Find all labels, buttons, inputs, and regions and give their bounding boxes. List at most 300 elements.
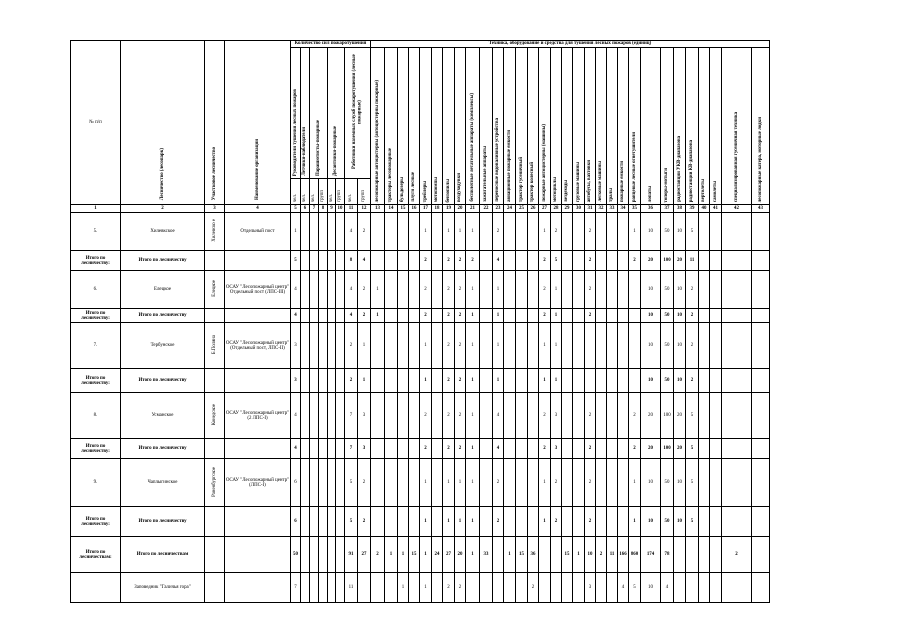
cell-col-27 — [539, 537, 551, 573]
cell-num — [71, 573, 121, 603]
cell-col-39: 5 — [686, 459, 699, 507]
cell-col-21: 1 — [466, 507, 480, 537]
cell-col-13 — [371, 573, 385, 603]
cell-col-21: 1 — [466, 309, 480, 323]
cell-col-9 — [328, 393, 336, 439]
cell-col-10 — [336, 271, 345, 309]
cell-col-30 — [573, 393, 585, 439]
cell-col-26 — [528, 251, 539, 271]
cell-col-17: 1 — [420, 213, 432, 251]
header-equipment-24: топоры-мотыги — [661, 48, 674, 205]
cell-col-30 — [573, 459, 585, 507]
header-unit: чел. — [328, 179, 336, 205]
column-number: 37 — [661, 205, 674, 213]
cell-col-10 — [336, 213, 345, 251]
cell-col-15: 1 — [398, 573, 409, 603]
cell-col-40 — [699, 323, 710, 369]
total-row — [71, 369, 770, 393]
cell-col-33 — [607, 459, 618, 507]
cell-col-16 — [409, 309, 420, 323]
cell-col-42 — [722, 271, 752, 309]
cell-col-37: 100 — [661, 251, 674, 271]
cell-col-39: 2 — [686, 271, 699, 309]
cell-col-6 — [301, 271, 310, 309]
cell-col-20: 2 — [455, 323, 466, 369]
cell-col-5: 1 — [291, 213, 301, 251]
cell-col-22 — [480, 309, 493, 323]
cell-col-35: 1 — [629, 507, 641, 537]
cell-col-21: 1 — [466, 213, 480, 251]
column-number: 36 — [641, 205, 661, 213]
cell-col-34 — [618, 459, 629, 507]
cell-num: Итого по лесничеству: — [71, 369, 121, 393]
column-number: 14 — [385, 205, 398, 213]
cell-col-13 — [371, 369, 385, 393]
cell-col-8 — [319, 251, 328, 271]
cell-col-31: 2 — [585, 459, 596, 507]
cell-col-10 — [336, 537, 345, 573]
cell-col-36: 20 — [641, 439, 661, 459]
cell-col-38 — [674, 537, 686, 573]
header-force-4: Работники наземных служб пожаротушения (лесные пожарные) — [345, 48, 371, 179]
cell-col-19: 2 — [443, 439, 455, 459]
cell-col-26: 36 — [528, 537, 539, 573]
cell-col-6 — [301, 537, 310, 573]
header-equipment-27: вертолеты — [699, 48, 710, 205]
cell-col-38: 10 — [674, 459, 686, 507]
cell-col-9 — [328, 537, 336, 573]
table-header — [71, 41, 770, 213]
cell-col-24 — [504, 459, 516, 507]
cell-col-18 — [432, 251, 443, 271]
cell-col-23: 2 — [493, 507, 504, 537]
cell-col-12: 1 — [358, 323, 371, 369]
cell-col-15 — [398, 251, 409, 271]
header-equipment-13: трактор колесный — [528, 48, 539, 205]
column-number: 9 — [328, 205, 336, 213]
cell-col-25 — [516, 251, 528, 271]
cell-col-12: 2 — [358, 459, 371, 507]
cell-col-20: 2 — [455, 439, 466, 459]
cell-col-28: 2 — [551, 459, 562, 507]
cell-col-37: 50 — [661, 507, 674, 537]
cell-col-31: 3 — [585, 573, 596, 603]
cell-col-38: 10 — [674, 369, 686, 393]
cell-col-9 — [328, 271, 336, 309]
cell-col-34 — [618, 213, 629, 251]
cell-col-43 — [752, 251, 770, 271]
cell-col-9 — [328, 213, 336, 251]
cell-col-26 — [528, 369, 539, 393]
header-organization: Наименование организации — [225, 41, 291, 205]
cell-col-24 — [504, 507, 516, 537]
cell-col-25 — [516, 459, 528, 507]
cell-col-26 — [528, 439, 539, 459]
cell-col-22 — [480, 213, 493, 251]
cell-col-14 — [385, 213, 398, 251]
cell-col-18 — [432, 271, 443, 309]
cell-col-36: 20 — [641, 393, 661, 439]
cell-organization — [225, 369, 291, 393]
cell-col-35: 2 — [629, 251, 641, 271]
cell-col-27: 2 — [539, 439, 551, 459]
cell-col-11: 91 — [345, 537, 358, 573]
cell-forestry: Заповедник "Галичья гора" — [121, 573, 205, 603]
cell-col-14: 1 — [385, 537, 398, 573]
cell-col-32 — [596, 393, 607, 439]
cell-col-5: 3 — [291, 323, 301, 369]
cell-col-17: 1 — [420, 369, 432, 393]
cell-col-33 — [607, 271, 618, 309]
cell-organization — [225, 537, 291, 573]
cell-col-5: 3 — [291, 369, 301, 393]
cell-col-27: 2 — [539, 309, 551, 323]
cell-col-33 — [607, 323, 618, 369]
cell-col-42 — [722, 393, 752, 439]
cell-col-13 — [371, 439, 385, 459]
cell-col-33 — [607, 439, 618, 459]
cell-col-26 — [528, 393, 539, 439]
column-number: 16 — [409, 205, 420, 213]
cell-col-7 — [310, 369, 319, 393]
cell-col-34 — [618, 323, 629, 369]
cell-col-34: 4 — [618, 573, 629, 603]
cell-col-25 — [516, 393, 528, 439]
cell-col-23: 4 — [493, 393, 504, 439]
cell-col-12: 2 — [358, 507, 371, 537]
column-number: 3 — [205, 205, 225, 213]
column-number: 10 — [336, 205, 345, 213]
cell-col-15 — [398, 271, 409, 309]
cell-col-39: 2 — [686, 323, 699, 369]
cell-col-19: 2 — [443, 573, 455, 603]
cell-col-43 — [752, 369, 770, 393]
cell-col-20: 2 — [455, 309, 466, 323]
cell-col-21: 1 — [466, 459, 480, 507]
cell-forestry: Итого по лесничеству — [121, 507, 205, 537]
cell-col-42 — [722, 439, 752, 459]
cell-col-17: 1 — [420, 537, 432, 573]
cell-district: Б.Поляна — [205, 323, 225, 369]
cell-num: 9. — [71, 459, 121, 507]
header-equipment-28: самолеты — [710, 48, 722, 205]
cell-col-43 — [752, 309, 770, 323]
cell-col-34 — [618, 439, 629, 459]
cell-col-28: 5 — [551, 251, 562, 271]
cell-col-37: 50 — [661, 323, 674, 369]
cell-col-7 — [310, 323, 319, 369]
cell-col-15 — [398, 323, 409, 369]
cell-col-26 — [528, 507, 539, 537]
cell-col-16 — [409, 439, 420, 459]
header-district: Участковое лесничество — [205, 41, 225, 205]
cell-col-31: 2 — [585, 213, 596, 251]
column-number: 30 — [573, 205, 585, 213]
cell-col-29 — [562, 459, 573, 507]
cell-forestry: Итого по лесничеству — [121, 439, 205, 459]
cell-col-35 — [629, 369, 641, 393]
cell-col-22 — [480, 573, 493, 603]
cell-col-9 — [328, 323, 336, 369]
header-equipment-22: ранцевые лесные огнетушители — [629, 48, 641, 205]
cell-col-5: 5 — [291, 251, 301, 271]
cell-col-6 — [301, 309, 310, 323]
cell-organization: Отдельный пост — [225, 213, 291, 251]
cell-col-43 — [752, 573, 770, 603]
cell-col-22: 33 — [480, 537, 493, 573]
cell-col-38: 20 — [674, 439, 686, 459]
cell-col-13 — [371, 393, 385, 439]
column-number: 24 — [504, 205, 516, 213]
cell-col-43 — [752, 459, 770, 507]
cell-col-32 — [596, 507, 607, 537]
cell-col-27: 2 — [539, 393, 551, 439]
column-number: 13 — [371, 205, 385, 213]
cell-col-37: 78 — [661, 537, 674, 573]
cell-col-27: 1 — [539, 459, 551, 507]
cell-col-8 — [319, 323, 328, 369]
column-number: 17 — [420, 205, 432, 213]
cell-col-27: 1 — [539, 323, 551, 369]
cell-col-28: 1 — [551, 271, 562, 309]
header-equipment-19: легковые машины — [596, 48, 607, 205]
header-equipment-25: радиостанции УКВ-диапазона — [674, 48, 686, 205]
cell-col-34 — [618, 393, 629, 439]
total-row — [71, 537, 770, 573]
cell-col-41 — [710, 459, 722, 507]
column-number: 34 — [618, 205, 629, 213]
cell-col-8 — [319, 393, 328, 439]
cell-col-25 — [516, 573, 528, 603]
cell-col-7 — [310, 393, 319, 439]
cell-col-30 — [573, 507, 585, 537]
cell-col-8 — [319, 271, 328, 309]
cell-forestry: Елецкое — [121, 271, 205, 309]
cell-col-25 — [516, 271, 528, 309]
cell-col-31: 2 — [585, 393, 596, 439]
cell-col-18 — [432, 573, 443, 603]
cell-col-34 — [618, 507, 629, 537]
cell-col-40 — [699, 537, 710, 573]
cell-col-31: 2 — [585, 439, 596, 459]
cell-col-12: 1 — [358, 369, 371, 393]
cell-col-32 — [596, 573, 607, 603]
table-body — [71, 213, 770, 603]
cell-col-10 — [336, 459, 345, 507]
cell-col-14 — [385, 323, 398, 369]
cell-forestry: Итого по лесничествам — [121, 537, 205, 573]
cell-col-21: 1 — [466, 439, 480, 459]
cell-col-32 — [596, 439, 607, 459]
cell-col-13: 1 — [371, 271, 385, 309]
cell-col-38: 20 — [674, 251, 686, 271]
column-number: 8 — [319, 205, 328, 213]
cell-col-24 — [504, 323, 516, 369]
cell-col-39: 2 — [686, 309, 699, 323]
cell-col-43 — [752, 507, 770, 537]
cell-organization — [225, 573, 291, 603]
cell-col-15 — [398, 507, 409, 537]
cell-col-30 — [573, 251, 585, 271]
cell-col-41 — [710, 309, 722, 323]
cell-col-24 — [504, 439, 516, 459]
cell-col-19: 2 — [443, 271, 455, 309]
total-row — [71, 507, 770, 537]
cell-col-35 — [629, 323, 641, 369]
cell-district: Хилевско е — [205, 213, 225, 251]
cell-col-15 — [398, 439, 409, 459]
header-force-0: Руководители тушения лесных пожаров — [291, 48, 301, 179]
cell-organization: ОСАУ "Лесопожарный центр" (2 ЛПС-I) — [225, 393, 291, 439]
cell-col-7 — [310, 271, 319, 309]
column-number: 26 — [528, 205, 539, 213]
cell-col-20: 2 — [455, 271, 466, 309]
header-force-3: Десантники-пожарные — [328, 48, 345, 179]
cell-col-16 — [409, 213, 420, 251]
cell-col-21: 2 — [466, 251, 480, 271]
cell-col-27: 1 — [539, 507, 551, 537]
cell-col-36: 10 — [641, 507, 661, 537]
header-equipment-26: радиостанции КВ-диапазона — [686, 48, 699, 205]
cell-col-9 — [328, 439, 336, 459]
cell-col-19: 2 — [443, 251, 455, 271]
cell-col-18 — [432, 309, 443, 323]
cell-col-24 — [504, 309, 516, 323]
cell-district: Раненбургское — [205, 459, 225, 507]
cell-col-35 — [629, 271, 641, 309]
cell-col-32 — [596, 309, 607, 323]
cell-col-34 — [618, 369, 629, 393]
cell-col-26 — [528, 309, 539, 323]
cell-col-43 — [752, 271, 770, 309]
cell-organization — [225, 507, 291, 537]
cell-col-10 — [336, 507, 345, 537]
cell-col-33 — [607, 369, 618, 393]
cell-col-8 — [319, 573, 328, 603]
cell-col-8 — [319, 537, 328, 573]
cell-col-43 — [752, 323, 770, 369]
cell-col-14 — [385, 573, 398, 603]
cell-col-8 — [319, 507, 328, 537]
cell-col-29 — [562, 309, 573, 323]
cell-col-5: 4 — [291, 309, 301, 323]
cell-col-9 — [328, 309, 336, 323]
cell-col-16 — [409, 393, 420, 439]
cell-col-22 — [480, 251, 493, 271]
cell-col-16 — [409, 271, 420, 309]
cell-col-9 — [328, 459, 336, 507]
cell-col-36: 10 — [641, 459, 661, 507]
cell-num: Итого по лесничеству: — [71, 309, 121, 323]
cell-col-19: 1 — [443, 213, 455, 251]
cell-col-29 — [562, 213, 573, 251]
column-number: 12 — [358, 205, 371, 213]
cell-col-28 — [551, 573, 562, 603]
cell-district — [205, 439, 225, 459]
cell-col-11: 4 — [345, 213, 358, 251]
column-number: 41 — [710, 205, 722, 213]
cell-col-34 — [618, 271, 629, 309]
cell-col-15 — [398, 309, 409, 323]
cell-col-33 — [607, 251, 618, 271]
cell-col-14 — [385, 439, 398, 459]
cell-col-6 — [301, 323, 310, 369]
cell-col-29 — [562, 439, 573, 459]
column-number: 43 — [752, 205, 770, 213]
cell-col-40 — [699, 213, 710, 251]
cell-col-7 — [310, 459, 319, 507]
header-unit: чел. — [301, 179, 310, 205]
cell-col-39 — [686, 537, 699, 573]
cell-col-21 — [466, 573, 480, 603]
cell-col-13 — [371, 251, 385, 271]
cell-organization: ОСАУ "Лесопожарный центр" Отдельный пост (ЛПС-III) — [225, 271, 291, 309]
table-row — [71, 213, 770, 251]
cell-col-42 — [722, 507, 752, 537]
cell-col-39: 5 — [686, 393, 699, 439]
cell-col-8 — [319, 213, 328, 251]
cell-col-38: 10 — [674, 507, 686, 537]
column-number: 18 — [432, 205, 443, 213]
cell-district — [205, 507, 225, 537]
forest-fire-resources-table — [70, 40, 770, 603]
cell-col-26: 2 — [528, 573, 539, 603]
cell-col-9 — [328, 369, 336, 393]
cell-col-20: 2 — [455, 251, 466, 271]
total-row — [71, 251, 770, 271]
cell-col-29 — [562, 271, 573, 309]
cell-col-32: 2 — [596, 537, 607, 573]
cell-col-28: 1 — [551, 369, 562, 393]
cell-col-37: 50 — [661, 369, 674, 393]
cell-col-15 — [398, 393, 409, 439]
cell-col-24: 1 — [504, 537, 516, 573]
cell-col-22 — [480, 369, 493, 393]
cell-district — [205, 369, 225, 393]
cell-col-29 — [562, 251, 573, 271]
cell-col-12: 3 — [358, 393, 371, 439]
cell-col-32 — [596, 251, 607, 271]
cell-col-30 — [573, 369, 585, 393]
cell-col-30 — [573, 323, 585, 369]
cell-col-31: 2 — [585, 507, 596, 537]
cell-col-41 — [710, 537, 722, 573]
column-number: 25 — [516, 205, 528, 213]
cell-col-17: 1 — [420, 507, 432, 537]
cell-col-39: 11 — [686, 251, 699, 271]
cell-col-20: 1 — [455, 507, 466, 537]
cell-col-29 — [562, 393, 573, 439]
cell-col-37: 4 — [661, 573, 674, 603]
cell-col-31: 2 — [585, 251, 596, 271]
cell-col-14 — [385, 309, 398, 323]
cell-col-32 — [596, 459, 607, 507]
cell-col-30 — [573, 439, 585, 459]
cell-col-28: 1 — [551, 309, 562, 323]
cell-col-23: 1 — [493, 271, 504, 309]
header-equipment-0: лесопожарные автоцистерны (автоцистерны пожарные) — [371, 48, 385, 205]
cell-col-13 — [371, 507, 385, 537]
cell-col-28: 3 — [551, 393, 562, 439]
cell-col-41 — [710, 393, 722, 439]
cell-col-38: 20 — [674, 393, 686, 439]
header-equipment-21: пожарные емкости — [618, 48, 629, 205]
column-number: 40 — [699, 205, 710, 213]
header-forces-group: Количество сил пожаротушения — [291, 41, 371, 48]
cell-col-11: 5 — [345, 459, 358, 507]
cell-district — [205, 573, 225, 603]
cell-col-6 — [301, 507, 310, 537]
